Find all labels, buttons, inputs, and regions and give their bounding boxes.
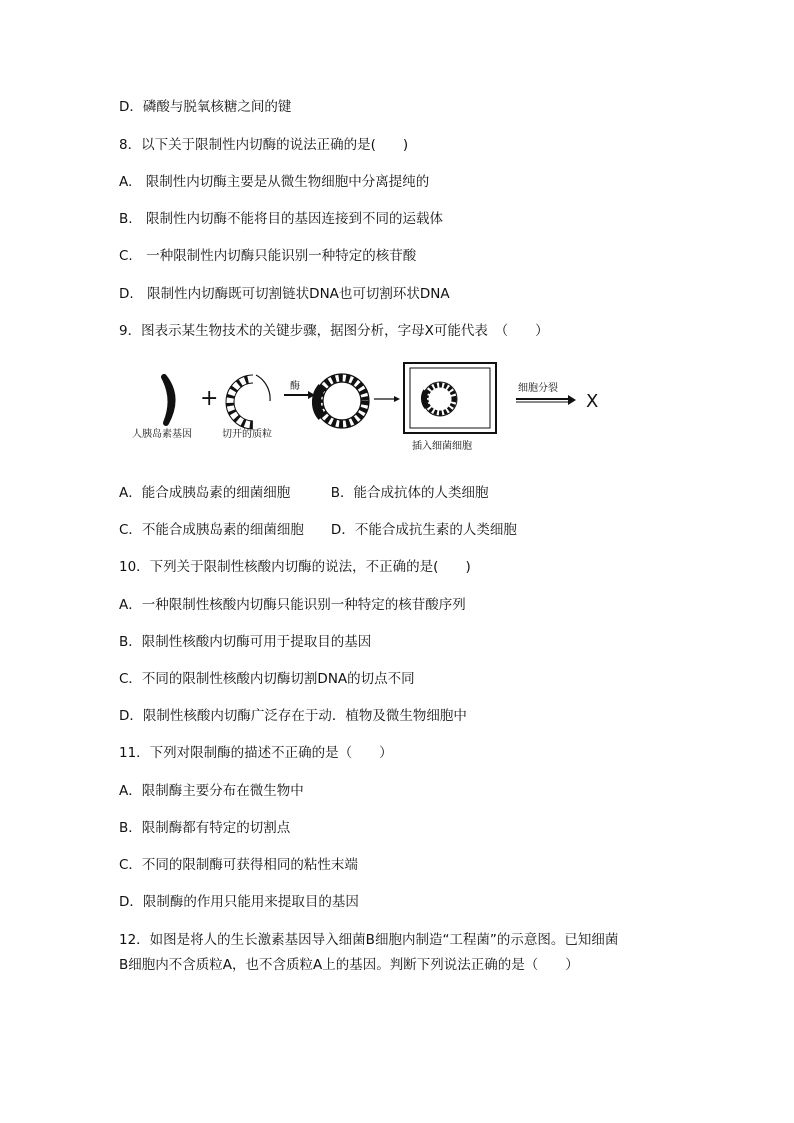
q10-stem: 10．下列关于限制性核酸内切酶的说法，不正确的是( ) — [119, 559, 471, 575]
q10-option-c: C．不同的限制性核酸内切酶切割DNA的切点不同 — [119, 671, 415, 687]
label-insert: 插入细菌细胞 — [412, 441, 472, 452]
label-gene: 人胰岛素基因 — [132, 429, 192, 440]
q9-options-ab: A．能合成胰岛素的细菌细胞 B．能合成抗体的人类细胞 — [119, 485, 489, 501]
q11-option-a: A．限制酶主要分布在微生物中 — [119, 783, 304, 799]
q11-option-c: C．不同的限制酶可获得相同的粘性末端 — [119, 857, 358, 873]
q11-stem: 11．下列对限制酶的描述不正确的是（ ） — [119, 745, 393, 761]
gene-fragment — [164, 377, 173, 423]
q7-option-d: D．磷酸与脱氧核糖之间的键 — [119, 99, 292, 115]
plus-sign: + — [200, 386, 219, 411]
label-division: 细胞分裂 — [518, 383, 558, 394]
q11-option-b: B．限制酶都有特定的切割点 — [119, 820, 291, 836]
cut-plasmid — [230, 375, 270, 425]
q12-line-1: 12．如图是将人的生长激素基因导入细菌B细胞内制造“工程菌”的示意图。已知细菌 — [119, 932, 619, 948]
q10-option-d: D．限制性核酸内切酶广泛存在于动．植物及微生物细胞中 — [119, 708, 467, 724]
q10-option-a: A．一种限制性核酸内切酶只能识别一种特定的核苷酸序列 — [119, 597, 466, 613]
q8-option-d: D. 限制性内切酶既可切割链状DNA也可切割环状DNA — [119, 286, 450, 302]
label-plasmid: 切开的质粒 — [222, 429, 272, 440]
q10-option-b: B．限制性核酸内切酶可用于提取目的基因 — [119, 634, 372, 650]
q8-stem: 8．以下关于限制性内切酶的说法正确的是( ) — [119, 137, 409, 153]
label-enzyme: 酶 — [290, 381, 300, 392]
q8-option-b: B. 限制性内切酶不能将目的基因连接到不同的运载体 — [119, 211, 444, 227]
q8-option-c: C. 一种限制性内切酶只能识别一种特定的核苷酸 — [119, 248, 417, 264]
q9-stem: 9．图表示某生物技术的关键步骤，据图分析，字母X可能代表 （ ） — [119, 323, 549, 339]
recombinant-plasmid — [315, 374, 369, 428]
bacterial-cell — [404, 363, 496, 433]
q11-option-d: D．限制酶的作用只能用来提取目的基因 — [119, 894, 359, 910]
label-x: X — [586, 391, 599, 412]
q8-option-a: A. 限制性内切酶主要是从微生物细胞中分离提纯的 — [119, 174, 430, 190]
q12-line-2: B细胞内不含质粒A，也不含质粒A上的基因。判断下列说法正确的是（ ） — [119, 957, 579, 973]
q9-options-cd: C．不能合成胰岛素的细菌细胞 D．不能合成抗生素的人类细胞 — [119, 522, 517, 538]
q9-diagram — [118, 355, 618, 455]
